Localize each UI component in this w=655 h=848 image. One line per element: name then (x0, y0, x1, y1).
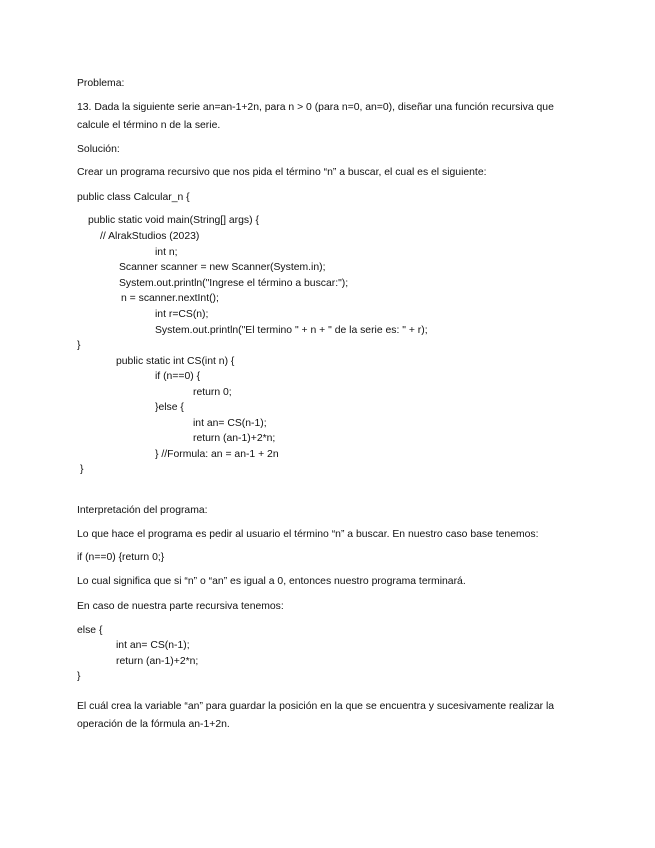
code-line: } (77, 340, 81, 351)
code-line: }else { (155, 402, 184, 413)
interpretation-heading: Interpretación del programa: (77, 505, 208, 516)
solution-intro: Crear un programa recursivo que nos pida el término “n” a buscar, el cual es el siguiente: (77, 167, 487, 178)
problem-heading: Problema: (77, 78, 125, 89)
base-case-code: if (n==0) {return 0;} (77, 552, 165, 563)
recursive-intro: En caso de nuestra parte recursiva tenemos: (77, 601, 284, 612)
code-line: n = scanner.nextInt(); (121, 293, 219, 304)
code-line: int an= CS(n-1); (116, 640, 190, 651)
code-line: } //Formula: an = an-1 + 2n (155, 449, 279, 460)
code-line: return (an-1)+2*n; (116, 656, 199, 667)
conclusion-text: El cuál crea la variable “an” para guardar la posición en la que se encuentra y sucesivamente realizar la operación de la fórmula an-1+2n. (77, 701, 555, 730)
code-line: int an= CS(n-1); (193, 418, 267, 429)
code-line: int r=CS(n); (155, 309, 209, 320)
code-line: if (n==0) { (155, 371, 201, 382)
code-line: System.out.println("El termino " + n + " de la serie es: " + r); (155, 325, 428, 336)
code-line: } (80, 464, 84, 475)
code-line: public static int CS(int n) { (116, 356, 235, 367)
code-line: else { (77, 625, 103, 636)
code-line: return (an-1)+2*n; (193, 433, 276, 444)
solution-heading: Solución: (77, 144, 120, 155)
problem-text: 13. Dada la siguiente serie an=an-1+2n, para n > 0 (para n=0, an=0), diseñar una función recursiva que calcule el término n de la serie. (77, 102, 554, 131)
base-case-explanation: Lo cual significa que si “n” o “an” es igual a 0, entonces nuestro programa terminará. (77, 576, 466, 587)
code-line: return 0; (193, 387, 232, 398)
code-line: public static void main(String[] args) { (88, 215, 259, 226)
code-line: Scanner scanner = new Scanner(System.in); (119, 262, 326, 273)
interpretation-text: Lo que hace el programa es pedir al usuario el término “n” a buscar. En nuestro caso base tenemos: (77, 529, 539, 540)
code-line: public class Calcular_n { (77, 192, 190, 203)
code-line: // AlrakStudios (2023) (100, 231, 200, 242)
code-line: System.out.println("Ingrese el término a buscar:"); (119, 278, 349, 289)
code-line: } (77, 671, 81, 682)
code-line: int n; (155, 247, 178, 258)
